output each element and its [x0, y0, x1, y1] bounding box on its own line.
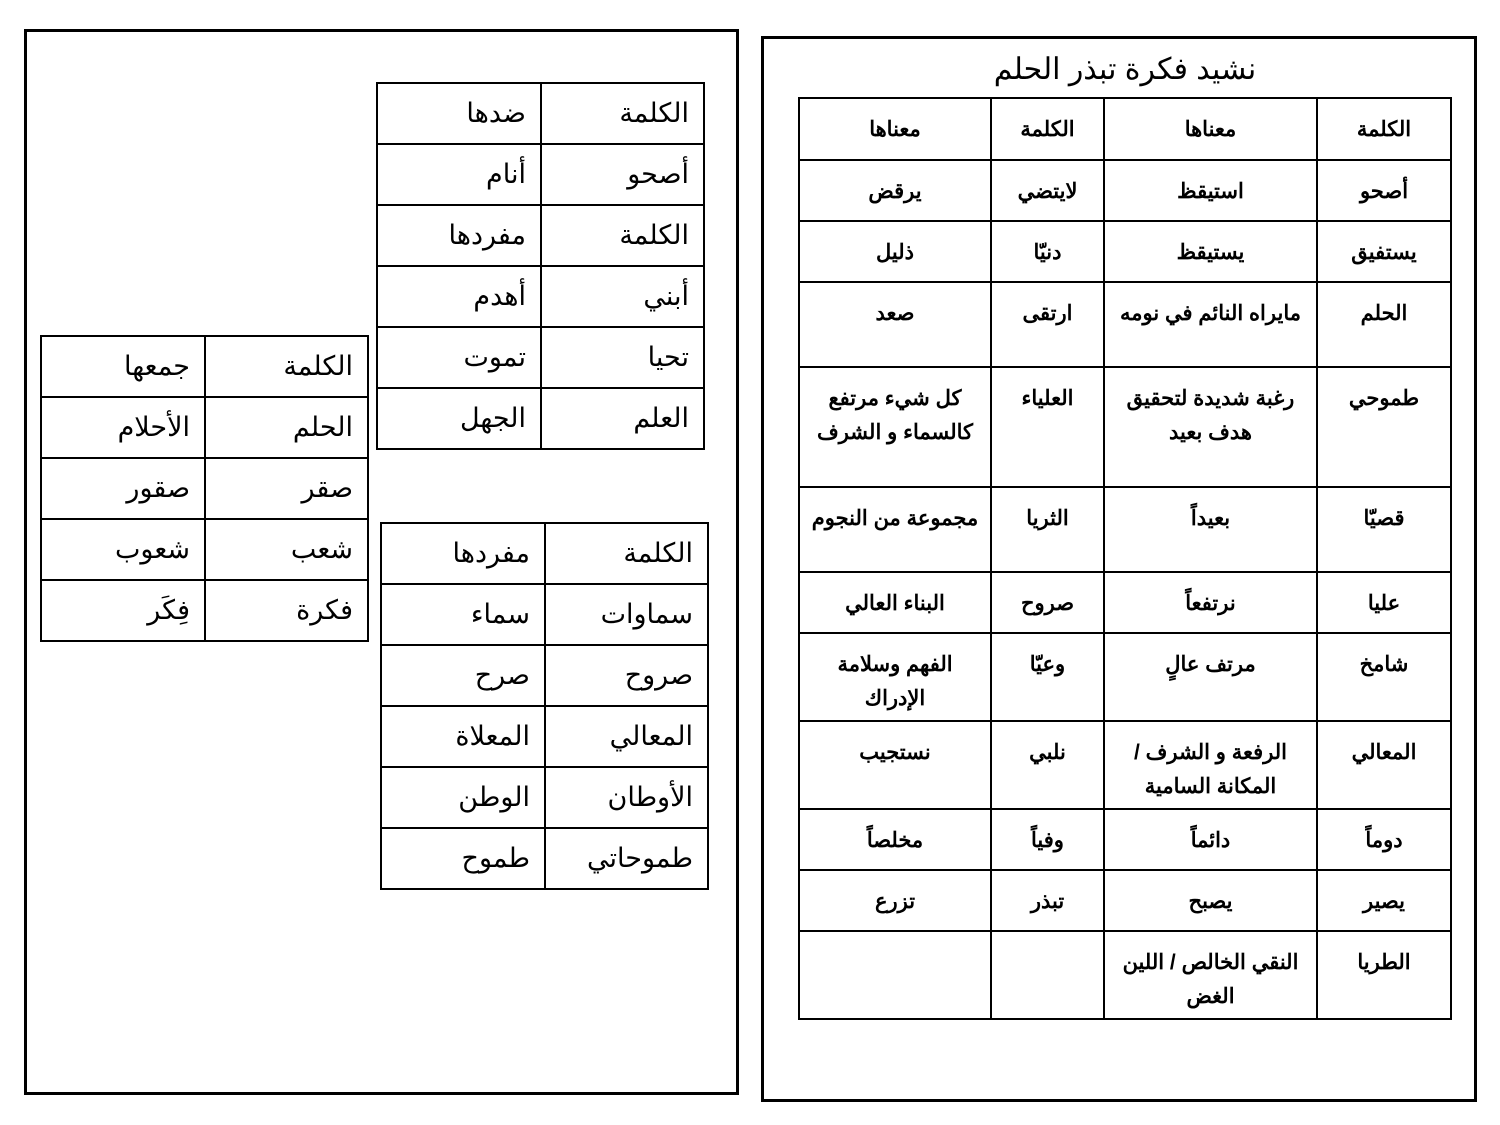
word-cell: الحلم — [205, 397, 368, 458]
table-row — [799, 870, 1451, 931]
opposite-cell: أنام — [377, 144, 541, 205]
table-row — [799, 282, 1451, 367]
opposite-cell: تموت — [377, 327, 541, 388]
word-cell: ارتقى — [991, 282, 1104, 367]
opposite-cell: أهدم — [377, 266, 541, 327]
word-cell: المعالي — [1317, 721, 1451, 809]
word-cell: دنيّا — [991, 221, 1104, 282]
meaning-cell: يصبح — [1104, 870, 1317, 931]
song-title: نشيد فكرة تبذر الحلم — [993, 53, 1257, 86]
word-cell: صروح — [991, 572, 1104, 633]
meaning-cell: نرتفعاً — [1104, 572, 1317, 633]
meaning-cell: يرقض — [799, 160, 991, 221]
singular-cell: طموح — [381, 828, 545, 889]
word-cell: أصحو — [541, 144, 704, 205]
meaning-cell — [799, 931, 991, 1019]
word-cell: الأوطان — [545, 767, 708, 828]
header-word: الكلمة — [205, 336, 368, 397]
table-row — [381, 584, 708, 645]
meaning-cell: كل شيء مرتفع كالسماء و الشرف — [799, 367, 991, 487]
word-cell: دوماً — [1317, 809, 1451, 870]
antonyms-table — [376, 82, 705, 450]
meaning-cell: البناء العالي — [799, 572, 991, 633]
table-row — [41, 458, 368, 519]
word-cell: وعيّا — [991, 633, 1104, 721]
word-cell: العلم — [541, 388, 704, 449]
meaning-cell: مايراه النائم في نومه — [1104, 282, 1317, 367]
word-cell: عليا — [1317, 572, 1451, 633]
table-row — [799, 367, 1451, 487]
table-row — [377, 388, 704, 449]
word-cell: طموحي — [1317, 367, 1451, 487]
meaning-cell: النقي الخالص / اللين الغض — [1104, 931, 1317, 1019]
header-word: الكلمة — [541, 83, 704, 144]
singular-cell: المعلاة — [381, 706, 545, 767]
word-cell: صقر — [205, 458, 368, 519]
word-cell: شامخ — [1317, 633, 1451, 721]
header-word: الكلمة — [1317, 98, 1451, 160]
table-row — [799, 809, 1451, 870]
meaning-cell: يستيقظ — [1104, 221, 1317, 282]
meaning-cell: دائماً — [1104, 809, 1317, 870]
header-word: الكلمة — [545, 523, 708, 584]
table-header-row — [799, 98, 1451, 160]
word-cell: العلياء — [991, 367, 1104, 487]
table-row — [377, 205, 704, 266]
header-word: الكلمة — [541, 205, 704, 266]
table-row — [799, 487, 1451, 572]
table-row — [381, 523, 708, 584]
header-singular: مفردها — [377, 205, 541, 266]
table-row — [377, 266, 704, 327]
table-row — [41, 336, 368, 397]
table-row — [799, 721, 1451, 809]
table-row — [799, 931, 1451, 1019]
header-singular: مفردها — [381, 523, 545, 584]
plural-cell: شعوب — [41, 519, 205, 580]
word-cell: تبذر — [991, 870, 1104, 931]
word-cell: المعالي — [545, 706, 708, 767]
word-cell: فكرة — [205, 580, 368, 641]
table-row — [41, 519, 368, 580]
singular-cell: سماء — [381, 584, 545, 645]
word-cell: نلبي — [991, 721, 1104, 809]
header-word: الكلمة — [991, 98, 1104, 160]
meaning-cell: استيقظ — [1104, 160, 1317, 221]
word-cell: أصحو — [1317, 160, 1451, 221]
word-cell: سماوات — [545, 584, 708, 645]
plural-cell: الأحلام — [41, 397, 205, 458]
word-cell: قصيّا — [1317, 487, 1451, 572]
header-plural: جمعها — [41, 336, 205, 397]
meaning-cell: تزرع — [799, 870, 991, 931]
word-cell: وفياً — [991, 809, 1104, 870]
singular-cell: صرح — [381, 645, 545, 706]
singular-cell: الوطن — [381, 767, 545, 828]
word-cell: يصير — [1317, 870, 1451, 931]
word-cell: لايتضي — [991, 160, 1104, 221]
meaning-cell: مجموعة من النجوم — [799, 487, 991, 572]
table-row — [377, 144, 704, 205]
table-row — [41, 397, 368, 458]
table-row — [377, 327, 704, 388]
table-row — [381, 828, 708, 889]
table-row — [381, 767, 708, 828]
meaning-cell: رغبة شديدة لتحقيق هدف بعيد — [1104, 367, 1317, 487]
word-cell: طموحاتي — [545, 828, 708, 889]
table-row — [381, 645, 708, 706]
table-row — [377, 83, 704, 144]
plural-cell: فِكَر — [41, 580, 205, 641]
meaning-cell: ذليل — [799, 221, 991, 282]
opposite-cell: الجهل — [377, 388, 541, 449]
header-meaning: معناها — [799, 98, 991, 160]
header-meaning: معناها — [1104, 98, 1317, 160]
table-row — [799, 633, 1451, 721]
word-cell: الثريا — [991, 487, 1104, 572]
table-row — [799, 160, 1451, 221]
word-cell: صروح — [545, 645, 708, 706]
word-cell: تحيا — [541, 327, 704, 388]
plural-cell: صقور — [41, 458, 205, 519]
meaning-cell: مرتف عالٍ — [1104, 633, 1317, 721]
word-cell: يستفيق — [1317, 221, 1451, 282]
meaning-cell: صعد — [799, 282, 991, 367]
word-cell: شعب — [205, 519, 368, 580]
header-opposite: ضدها — [377, 83, 541, 144]
table-row — [799, 572, 1451, 633]
meaning-cell: الرفعة و الشرف / المكانة السامية — [1104, 721, 1317, 809]
word-cell: الطريا — [1317, 931, 1451, 1019]
vocab-table — [798, 97, 1452, 1020]
meaning-cell: نستجيب — [799, 721, 991, 809]
meaning-cell: مخلصاً — [799, 809, 991, 870]
singulars-table — [380, 522, 709, 890]
meaning-cell: الفهم وسلامة الإدراك — [799, 633, 991, 721]
table-row — [41, 580, 368, 641]
table-row — [381, 706, 708, 767]
plurals-table — [40, 335, 369, 642]
word-cell: الحلم — [1317, 282, 1451, 367]
word-cell — [991, 931, 1104, 1019]
table-row — [799, 221, 1451, 282]
meaning-cell: بعيداً — [1104, 487, 1317, 572]
word-cell: أبني — [541, 266, 704, 327]
